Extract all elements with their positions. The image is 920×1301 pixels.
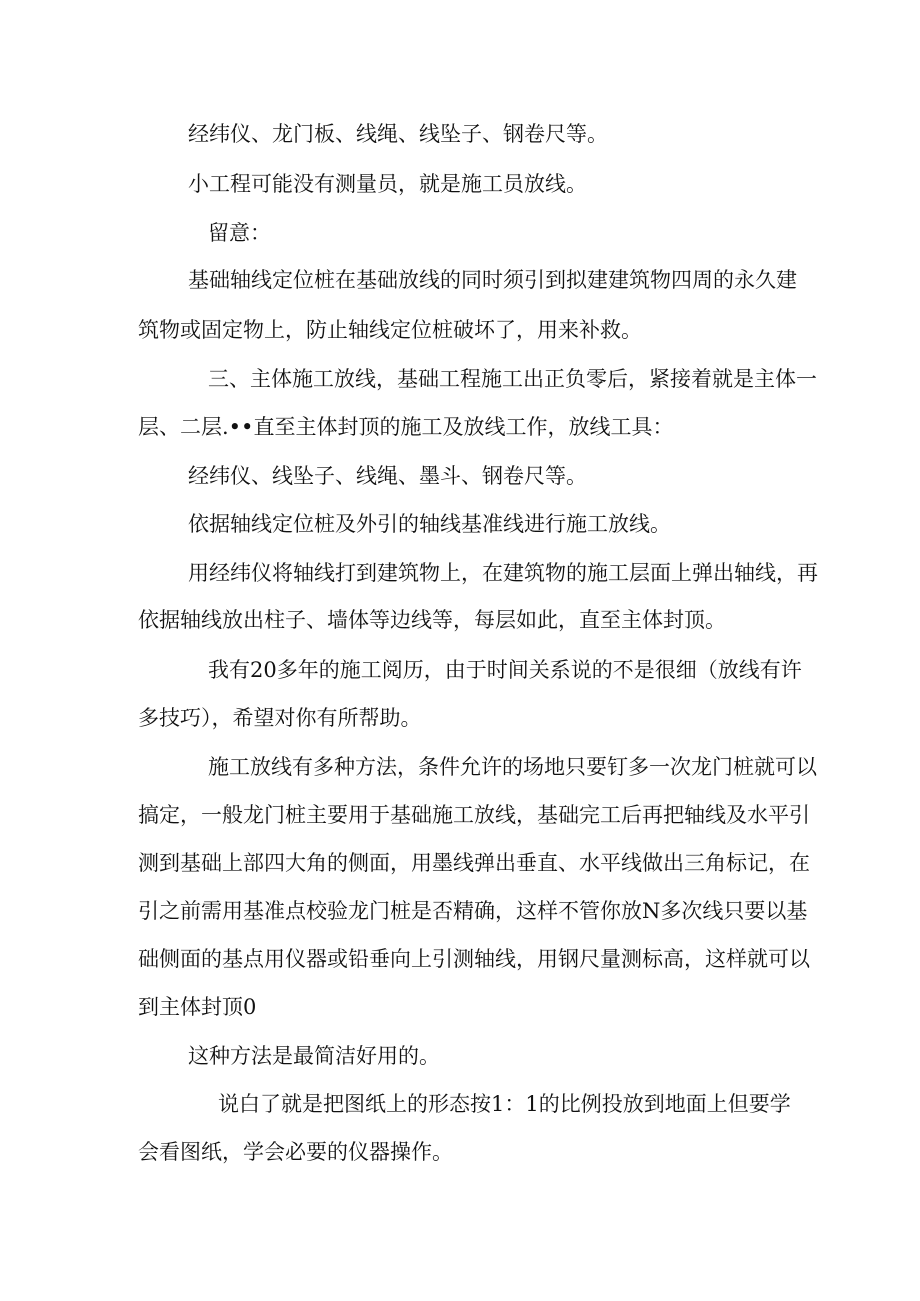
text-line-13: 多技巧），希望对你有所帮助。	[138, 706, 422, 730]
text-line-4: 基础轴线定位桩在基础放线的同时须引到拟建建筑物四周的永久建	[188, 268, 797, 292]
text-line-16: 测到基础上部四大角的侧面，用墨线弹出垂直、水平线做出三角标记，在	[138, 851, 810, 875]
text-line-19: 到主体封顶0	[138, 995, 257, 1019]
text-line-1: 经纬仪、龙门板、线绳、线坠子、钢卷尺等。	[188, 122, 608, 146]
text-line-21: 说白了就是把图纸上的形态按1：1的比例投放到地面上但要学	[218, 1092, 791, 1116]
text-line-22: 会看图纸，学会必要的仪器操作。	[138, 1140, 453, 1164]
text-line-3: 留意：	[208, 221, 271, 245]
text-line-5: 筑物或固定物上，防止轴线定位桩破坏了，用来补救。	[138, 318, 642, 342]
text-line-20: 这种方法是最简洁好用的。	[188, 1044, 440, 1068]
text-line-2: 小工程可能没有测量员，就是施工员放线。	[188, 172, 587, 196]
text-line-12: 我有20多年的施工阅历，由于时间关系说的不是很细（放线有许	[208, 658, 802, 682]
text-line-8: 经纬仪、线坠子、线绳、墨斗、钢卷尺等。	[188, 464, 587, 488]
text-line-17: 引之前需用基准点校验龙门桩是否精确，这样不管你放N多次线只要以基	[138, 899, 808, 923]
text-line-6: 三、主体施工放线，基础工程施工出正负零后，紧接着就是主体一	[208, 367, 817, 391]
text-line-15: 搞定，一般龙门桩主要用于基础施工放线，基础完工后再把轴线及水平引	[138, 803, 810, 827]
text-line-10: 用经纬仪将轴线打到建筑物上，在建筑物的施工层面上弹出轴线，再	[188, 561, 818, 585]
text-line-18: 础侧面的基点用仪器或铅垂向上引测轴线，用钢尺量测标高，这样就可以	[138, 947, 810, 971]
text-line-9: 依据轴线定位桩及外引的轴线基准线进行施工放线。	[188, 512, 671, 536]
text-line-14: 施工放线有多种方法，条件允许的场地只要钉多一次龙门桩就可以	[208, 755, 817, 779]
text-line-7: 层、二层.••直至主体封顶的施工及放线工作，放线工具：	[138, 415, 674, 439]
text-line-11: 依据轴线放出柱子、墙体等边线等，每层如此，直至主体封顶。	[138, 608, 726, 632]
